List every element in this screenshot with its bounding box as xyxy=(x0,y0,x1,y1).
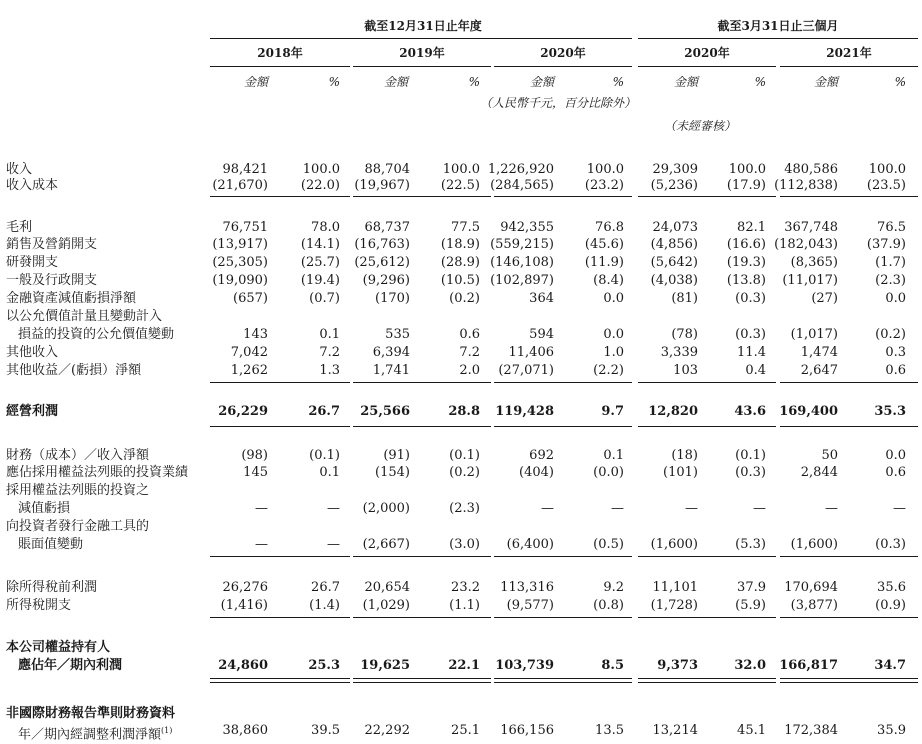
year-rule xyxy=(494,66,632,67)
percent-cell: 78.0 xyxy=(311,220,340,235)
percent-cell: 8.5 xyxy=(601,658,624,673)
subtotal-rule xyxy=(210,617,350,618)
percent-cell: (16.6) xyxy=(726,237,766,252)
percent-cell: 43.6 xyxy=(734,404,766,419)
row-label: 一般及行政開支 xyxy=(6,273,98,288)
percent-cell: (3.0) xyxy=(449,537,480,552)
amount-cell: (11,017) xyxy=(782,273,838,288)
amount-cell: 594 xyxy=(529,327,554,342)
amount-cell: — xyxy=(255,537,268,552)
percent-cell: 0.0 xyxy=(603,291,624,306)
percent-cell: (0.2) xyxy=(449,465,480,480)
amount-cell: (154) xyxy=(375,465,410,480)
percent-cell: (8.4) xyxy=(593,273,624,288)
pct-header: % xyxy=(754,75,766,89)
subtotal-rule xyxy=(353,426,491,427)
subtotal-rule xyxy=(210,382,350,383)
percent-cell: (28.9) xyxy=(440,255,480,270)
percent-cell: 0.0 xyxy=(885,448,906,463)
percent-cell: 28.8 xyxy=(448,404,480,419)
amount-cell: 166,817 xyxy=(779,658,838,673)
amount-cell: 103 xyxy=(673,363,698,378)
percent-cell: (22.0) xyxy=(300,178,340,193)
amount-cell: 24,073 xyxy=(652,220,698,235)
percent-cell: 0.1 xyxy=(319,327,340,342)
percent-cell: (25.7) xyxy=(300,255,340,270)
percent-cell: 76.8 xyxy=(595,220,624,235)
percent-cell: (0.3) xyxy=(875,537,906,552)
amount-cell: (1,416) xyxy=(220,598,268,613)
amount-cell: (8,365) xyxy=(790,255,838,270)
subtotal-rule xyxy=(353,617,491,618)
amount-cell: 1,262 xyxy=(230,363,268,378)
amount-cell: (5,642) xyxy=(650,255,698,270)
percent-cell: (0.7) xyxy=(309,291,340,306)
header-rule-year xyxy=(210,38,632,39)
amount-cell: 19,625 xyxy=(360,658,410,673)
percent-cell: 25.3 xyxy=(308,658,340,673)
percent-cell: 37.9 xyxy=(737,580,766,595)
amount-cell: 113,316 xyxy=(500,580,554,595)
percent-cell: 100.0 xyxy=(302,162,340,177)
percent-cell: (0.5) xyxy=(593,537,624,552)
amount-cell: — xyxy=(541,501,554,516)
amount-cell: 24,860 xyxy=(218,658,268,673)
subtotal-rule xyxy=(638,382,776,383)
footnote-marker: (1) xyxy=(161,726,173,735)
amount-cell: (170) xyxy=(375,291,410,306)
percent-cell: 13.5 xyxy=(595,723,624,738)
percent-cell: 9.2 xyxy=(603,580,624,595)
percent-cell: 100.0 xyxy=(728,162,766,177)
percent-cell: (2.3) xyxy=(875,273,906,288)
double-rule xyxy=(638,678,776,683)
amount-cell: (404) xyxy=(519,465,554,480)
percent-cell: (0.1) xyxy=(309,448,340,463)
row-label: 收入 xyxy=(6,162,33,177)
row-label: 減值虧損 xyxy=(18,501,71,516)
percent-cell: 23.2 xyxy=(451,580,480,595)
row-label: 經營利潤 xyxy=(6,404,59,419)
subtotal-rule xyxy=(780,196,918,197)
amount-cell: 68,737 xyxy=(364,220,410,235)
amount-cell: 364 xyxy=(529,291,554,306)
amount-header: 金額 xyxy=(813,75,838,89)
quarter-2020: 2020年 xyxy=(684,46,730,60)
amount-cell: 13,214 xyxy=(652,723,698,738)
percent-cell: (5.9) xyxy=(735,598,766,613)
percent-cell: (37.9) xyxy=(866,237,906,252)
row-label: 以公允價值計量且變動計入 xyxy=(6,309,163,324)
amount-cell: 1,226,920 xyxy=(487,162,554,177)
row-label: 年／期內經調整利潤淨額$^{(1)}$ xyxy=(18,726,173,743)
amount-cell: 145 xyxy=(243,465,268,480)
amount-cell: 143 xyxy=(243,327,268,342)
amount-cell: (16,763) xyxy=(354,237,410,252)
double-rule xyxy=(353,678,491,683)
row-label: 本公司權益持有人 xyxy=(6,640,111,655)
row-label: 除所得稅前利潤 xyxy=(6,580,98,595)
amount-cell: (102,897) xyxy=(490,273,554,288)
amount-cell: 942,355 xyxy=(500,220,554,235)
percent-cell: 26.7 xyxy=(311,580,340,595)
percent-cell: (0.0) xyxy=(593,465,624,480)
subtotal-rule xyxy=(638,617,776,618)
year-rule xyxy=(353,66,491,67)
percent-cell: 34.7 xyxy=(874,658,906,673)
amount-cell: (6,400) xyxy=(506,537,554,552)
amount-cell: (284,565) xyxy=(490,178,554,193)
amount-cell: 692 xyxy=(529,448,554,463)
amount-cell: — xyxy=(255,501,268,516)
percent-cell: 0.1 xyxy=(603,448,624,463)
amount-cell: 172,384 xyxy=(784,723,838,738)
row-label: 銷售及營銷開支 xyxy=(6,237,98,252)
percent-cell: 9.7 xyxy=(601,404,624,419)
pct-header: % xyxy=(894,75,906,89)
amount-header: 金額 xyxy=(529,75,554,89)
amount-cell: 367,748 xyxy=(784,220,838,235)
amount-cell: (4,856) xyxy=(650,237,698,252)
percent-cell: 39.5 xyxy=(311,723,340,738)
percent-cell: (17.9) xyxy=(726,178,766,193)
percent-cell: 76.5 xyxy=(877,220,906,235)
unit-note: （人民幣千元，百分比除外） xyxy=(480,96,637,110)
percent-cell: (2.2) xyxy=(593,363,624,378)
row-label: 其他收益／(虧損）淨額 xyxy=(6,363,142,378)
percent-cell: (0.1) xyxy=(735,448,766,463)
amount-cell: (2,667) xyxy=(362,537,410,552)
subtotal-rule xyxy=(638,556,776,557)
amount-cell: 3,339 xyxy=(660,345,698,360)
percent-cell: — xyxy=(753,501,766,516)
percent-cell: 0.4 xyxy=(745,363,766,378)
header-group-quarter: 截至3月31日止三個月 xyxy=(717,19,839,33)
percent-cell: 82.1 xyxy=(737,220,766,235)
subtotal-rule xyxy=(210,196,350,197)
amount-cell: 76,751 xyxy=(222,220,268,235)
row-label: 研發開支 xyxy=(6,255,59,270)
subtotal-rule xyxy=(638,196,776,197)
year-rule xyxy=(638,66,776,67)
amount-cell: 11,406 xyxy=(508,345,554,360)
amount-cell: 26,276 xyxy=(222,580,268,595)
amount-cell: (1,728) xyxy=(650,598,698,613)
amount-cell: (146,108) xyxy=(490,255,554,270)
amount-cell: (25,612) xyxy=(354,255,410,270)
amount-cell: 1,741 xyxy=(372,363,410,378)
amount-cell: 20,654 xyxy=(364,580,410,595)
double-rule xyxy=(494,678,632,683)
percent-cell: (0.3) xyxy=(735,465,766,480)
row-label: 非國際財務報告準則財務資料 xyxy=(6,706,176,721)
amount-cell: 25,566 xyxy=(360,404,410,419)
percent-cell: 1.3 xyxy=(319,363,340,378)
amount-cell: (9,577) xyxy=(506,598,554,613)
percent-cell: (0.1) xyxy=(449,448,480,463)
year-2018: 2018年 xyxy=(257,46,303,60)
percent-cell: 0.6 xyxy=(459,327,480,342)
percent-cell: (1.7) xyxy=(875,255,906,270)
header-rule-quarter xyxy=(638,38,918,39)
pct-header: % xyxy=(328,75,340,89)
percent-cell: 11.4 xyxy=(737,345,766,360)
percent-cell: (13.8) xyxy=(726,273,766,288)
row-label: 應佔採用權益法列賬的投資業績 xyxy=(6,465,189,480)
amount-cell: 11,101 xyxy=(652,580,698,595)
amount-cell: — xyxy=(825,501,838,516)
subtotal-rule xyxy=(210,426,350,427)
amount-cell: (21,670) xyxy=(212,178,268,193)
amount-cell: 2,844 xyxy=(800,465,838,480)
percent-cell: — xyxy=(893,501,906,516)
amount-cell: (9,296) xyxy=(362,273,410,288)
amount-cell: 9,373 xyxy=(657,658,698,673)
amount-header: 金額 xyxy=(673,75,698,89)
amount-cell: 535 xyxy=(385,327,410,342)
amount-cell: 88,704 xyxy=(364,162,410,177)
amount-cell: (91) xyxy=(383,448,410,463)
subtotal-rule xyxy=(638,426,776,427)
subtotal-rule xyxy=(780,382,918,383)
percent-cell: 45.1 xyxy=(737,723,766,738)
row-label: 收入成本 xyxy=(6,178,59,193)
subtotal-rule xyxy=(494,556,632,557)
percent-cell: (10.5) xyxy=(440,273,480,288)
percent-cell: 0.3 xyxy=(885,345,906,360)
amount-cell: (1,600) xyxy=(790,537,838,552)
percent-cell: (0.2) xyxy=(875,327,906,342)
percent-cell: 0.6 xyxy=(885,363,906,378)
pct-header: % xyxy=(612,75,624,89)
amount-cell: (4,038) xyxy=(650,273,698,288)
subtotal-rule xyxy=(494,382,632,383)
amount-cell: — xyxy=(685,501,698,516)
percent-cell: — xyxy=(327,501,340,516)
amount-cell: (3,877) xyxy=(790,598,838,613)
percent-cell: 7.2 xyxy=(319,345,340,360)
amount-cell: (657) xyxy=(233,291,268,306)
subtotal-rule xyxy=(353,382,491,383)
subtotal-rule xyxy=(780,556,918,557)
subtotal-rule xyxy=(780,617,918,618)
amount-cell: 480,586 xyxy=(784,162,838,177)
amount-cell: (81) xyxy=(671,291,698,306)
amount-cell: (2,000) xyxy=(362,501,410,516)
row-label: 金融資產減值虧損淨額 xyxy=(6,291,137,306)
amount-cell: 98,421 xyxy=(222,162,268,177)
year-2019: 2019年 xyxy=(399,46,445,60)
percent-cell: — xyxy=(327,537,340,552)
percent-cell: (23.2) xyxy=(584,178,624,193)
subtotal-rule xyxy=(210,556,350,557)
amount-cell: (98) xyxy=(241,448,268,463)
percent-cell: (19.3) xyxy=(726,255,766,270)
percent-cell: (45.6) xyxy=(584,237,624,252)
amount-cell: 29,309 xyxy=(652,162,698,177)
percent-cell: (0.8) xyxy=(593,598,624,613)
row-label: 所得稅開支 xyxy=(6,598,72,613)
percent-cell: (5.3) xyxy=(735,537,766,552)
percent-cell: (22.5) xyxy=(440,178,480,193)
amount-cell: (13,917) xyxy=(212,237,268,252)
amount-cell: 7,042 xyxy=(230,345,268,360)
percent-cell: (0.3) xyxy=(735,291,766,306)
amount-cell: 170,694 xyxy=(784,580,838,595)
percent-cell: (0.2) xyxy=(449,291,480,306)
amount-cell: (27) xyxy=(811,291,838,306)
amount-cell: 166,156 xyxy=(500,723,554,738)
subtotal-rule xyxy=(780,426,918,427)
percent-cell: (23.5) xyxy=(866,178,906,193)
row-label: 向投資者發行金融工具的 xyxy=(6,519,150,534)
percent-cell: (2.3) xyxy=(449,501,480,516)
amount-cell: 12,820 xyxy=(648,404,698,419)
subtotal-rule xyxy=(494,617,632,618)
row-label: 其他收入 xyxy=(6,345,59,360)
amount-cell: (5,236) xyxy=(650,178,698,193)
percent-cell: 100.0 xyxy=(586,162,624,177)
percent-cell: 0.0 xyxy=(603,327,624,342)
amount-cell: 22,292 xyxy=(364,723,410,738)
amount-cell: (18) xyxy=(671,448,698,463)
percent-cell: (0.3) xyxy=(735,327,766,342)
amount-cell: 1,474 xyxy=(800,345,838,360)
amount-cell: 26,229 xyxy=(218,404,268,419)
percent-cell: 25.1 xyxy=(451,723,480,738)
percent-cell: 0.0 xyxy=(885,291,906,306)
amount-cell: (25,305) xyxy=(212,255,268,270)
percent-cell: 32.0 xyxy=(734,658,766,673)
row-label: 毛利 xyxy=(6,220,33,235)
amount-header: 金額 xyxy=(243,75,268,89)
double-rule xyxy=(210,678,350,683)
row-label: 賬面值變動 xyxy=(18,537,84,552)
percent-cell: 77.5 xyxy=(451,220,480,235)
amount-cell: (19,090) xyxy=(212,273,268,288)
percent-cell: 0.1 xyxy=(319,465,340,480)
percent-cell: 1.0 xyxy=(603,345,624,360)
amount-cell: (182,043) xyxy=(774,237,838,252)
percent-cell: (18.9) xyxy=(440,237,480,252)
year-rule xyxy=(780,66,918,67)
amount-cell: 38,860 xyxy=(222,723,268,738)
amount-cell: (78) xyxy=(671,327,698,342)
percent-cell: 2.0 xyxy=(459,363,480,378)
amount-cell: 103,739 xyxy=(495,658,554,673)
double-rule xyxy=(780,678,918,683)
year-rule xyxy=(210,66,350,67)
row-label: 財務（成本）／收入淨額 xyxy=(6,448,150,463)
amount-cell: 119,428 xyxy=(495,404,554,419)
amount-cell: (101) xyxy=(663,465,698,480)
subtotal-rule xyxy=(353,556,491,557)
percent-cell: (14.1) xyxy=(300,237,340,252)
subtotal-rule xyxy=(353,196,491,197)
percent-cell: (0.9) xyxy=(875,598,906,613)
percent-cell: 7.2 xyxy=(459,345,480,360)
percent-cell: (1.1) xyxy=(449,598,480,613)
year-2020: 2020年 xyxy=(540,46,586,60)
row-label: 損益的投資的公允價值變動 xyxy=(18,327,175,342)
quarter-2021: 2021年 xyxy=(826,46,872,60)
amount-cell: 2,647 xyxy=(800,363,838,378)
amount-cell: (1,600) xyxy=(650,537,698,552)
percent-cell: 35.9 xyxy=(877,723,906,738)
percent-cell: 0.6 xyxy=(885,465,906,480)
percent-cell: (11.9) xyxy=(584,255,624,270)
amount-cell: (27,071) xyxy=(498,363,554,378)
subtotal-rule xyxy=(494,426,632,427)
amount-cell: 169,400 xyxy=(779,404,838,419)
amount-cell: (112,838) xyxy=(774,178,838,193)
amount-cell: 6,394 xyxy=(372,345,410,360)
percent-cell: 100.0 xyxy=(442,162,480,177)
amount-cell: (1,017) xyxy=(790,327,838,342)
amount-cell: (1,029) xyxy=(362,598,410,613)
row-label: 應佔年／期內利潤 xyxy=(18,658,123,673)
percent-cell: — xyxy=(611,501,624,516)
amount-cell: (19,967) xyxy=(354,178,410,193)
amount-cell: 50 xyxy=(821,448,838,463)
percent-cell: 22.1 xyxy=(448,658,480,673)
percent-cell: 35.3 xyxy=(874,404,906,419)
percent-cell: 26.7 xyxy=(308,404,340,419)
percent-cell: 35.6 xyxy=(877,580,906,595)
unaudited-note: （未經審核） xyxy=(664,119,737,133)
subtotal-rule xyxy=(494,196,632,197)
percent-cell: 100.0 xyxy=(868,162,906,177)
amount-header: 金額 xyxy=(383,75,408,89)
row-label: 採用權益法列賬的投資之 xyxy=(6,483,150,498)
amount-cell: (559,215) xyxy=(490,237,554,252)
pct-header: % xyxy=(468,75,480,89)
percent-cell: (1.4) xyxy=(309,598,340,613)
percent-cell: (19.4) xyxy=(300,273,340,288)
header-group-year: 截至12月31日止年度 xyxy=(364,19,482,33)
